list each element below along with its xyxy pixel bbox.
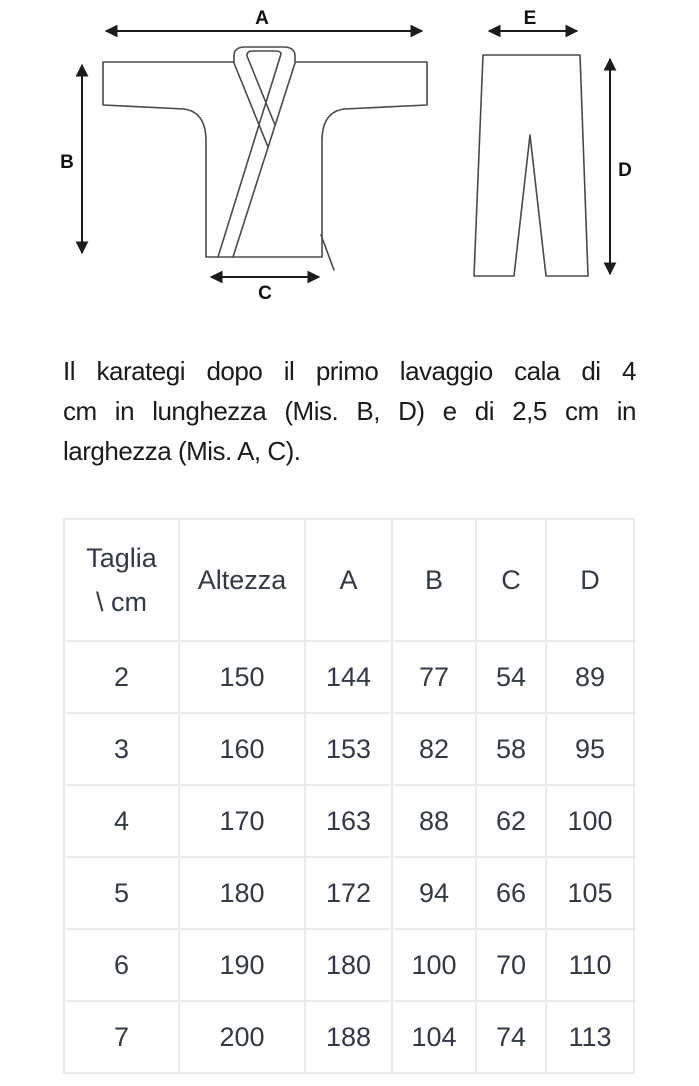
measure-label-b: B xyxy=(60,152,74,173)
size-cell: 163 xyxy=(305,785,392,857)
size-cell: 54 xyxy=(476,641,546,713)
size-cell: 110 xyxy=(546,929,634,1001)
size-cell: 104 xyxy=(392,1001,476,1073)
size-row xyxy=(64,1001,634,1073)
size-cell: 82 xyxy=(392,713,476,785)
washing-note xyxy=(63,351,636,471)
col-header-b: B xyxy=(392,519,476,641)
size-cell: 89 xyxy=(546,641,634,713)
size-table xyxy=(63,518,635,1074)
measure-label-e: E xyxy=(523,8,537,29)
size-cell: 74 xyxy=(476,1001,546,1073)
size-cell: 7 xyxy=(64,1001,179,1073)
size-cell: 94 xyxy=(392,857,476,929)
size-row xyxy=(64,785,634,857)
washing-note-line: Il karategi dopo il primo lavaggio cala di 4 xyxy=(63,356,636,386)
size-cell: 6 xyxy=(64,929,179,1001)
size-cell: 144 xyxy=(305,641,392,713)
washing-note-line: larghezza (Mis. A, C). xyxy=(63,436,301,466)
size-cell: 172 xyxy=(305,857,392,929)
jacket-collar xyxy=(218,47,295,257)
col-header-c: C xyxy=(476,519,546,641)
size-cell: 105 xyxy=(546,857,634,929)
size-cell: 5 xyxy=(64,857,179,929)
measure-label-a: A xyxy=(255,8,269,29)
size-cell: 150 xyxy=(179,641,305,713)
size-cell: 170 xyxy=(179,785,305,857)
col-header-d: D xyxy=(546,519,634,641)
size-cell: 153 xyxy=(305,713,392,785)
col-header-taglia: Taglia xyxy=(86,543,157,573)
size-table-header xyxy=(64,519,634,641)
jacket-hem-flap xyxy=(321,235,334,270)
size-cell: 160 xyxy=(179,713,305,785)
pants-outline xyxy=(474,55,588,276)
col-header-taglia-cm xyxy=(64,519,179,641)
washing-note-line: cm in lunghezza (Mis. B, D) e di 2,5 cm in xyxy=(63,396,636,426)
size-cell: 180 xyxy=(305,929,392,1001)
jacket-outline xyxy=(103,62,427,257)
size-cell: 77 xyxy=(392,641,476,713)
col-header-altezza: Altezza xyxy=(179,519,305,641)
size-cell: 62 xyxy=(476,785,546,857)
size-cell: 200 xyxy=(179,1001,305,1073)
size-cell: 100 xyxy=(392,929,476,1001)
size-cell: 70 xyxy=(476,929,546,1001)
size-cell: 2 xyxy=(64,641,179,713)
size-row xyxy=(64,857,634,929)
size-cell: 100 xyxy=(546,785,634,857)
size-diagram xyxy=(0,0,699,320)
col-header-cm: \ cm xyxy=(96,587,147,617)
size-row xyxy=(64,929,634,1001)
size-cell: 66 xyxy=(476,857,546,929)
col-header-a: A xyxy=(305,519,392,641)
size-cell: 4 xyxy=(64,785,179,857)
size-cell: 58 xyxy=(476,713,546,785)
measure-label-c: C xyxy=(258,283,272,304)
size-cell: 3 xyxy=(64,713,179,785)
size-table-header-row xyxy=(64,519,634,641)
size-row xyxy=(64,713,634,785)
size-row xyxy=(64,641,634,713)
size-cell: 88 xyxy=(392,785,476,857)
size-cell: 190 xyxy=(179,929,305,1001)
size-cell: 188 xyxy=(305,1001,392,1073)
size-cell: 180 xyxy=(179,857,305,929)
measure-label-d: D xyxy=(618,160,632,181)
size-table-body xyxy=(64,641,634,1073)
size-cell: 95 xyxy=(546,713,634,785)
size-cell: 113 xyxy=(546,1001,634,1073)
